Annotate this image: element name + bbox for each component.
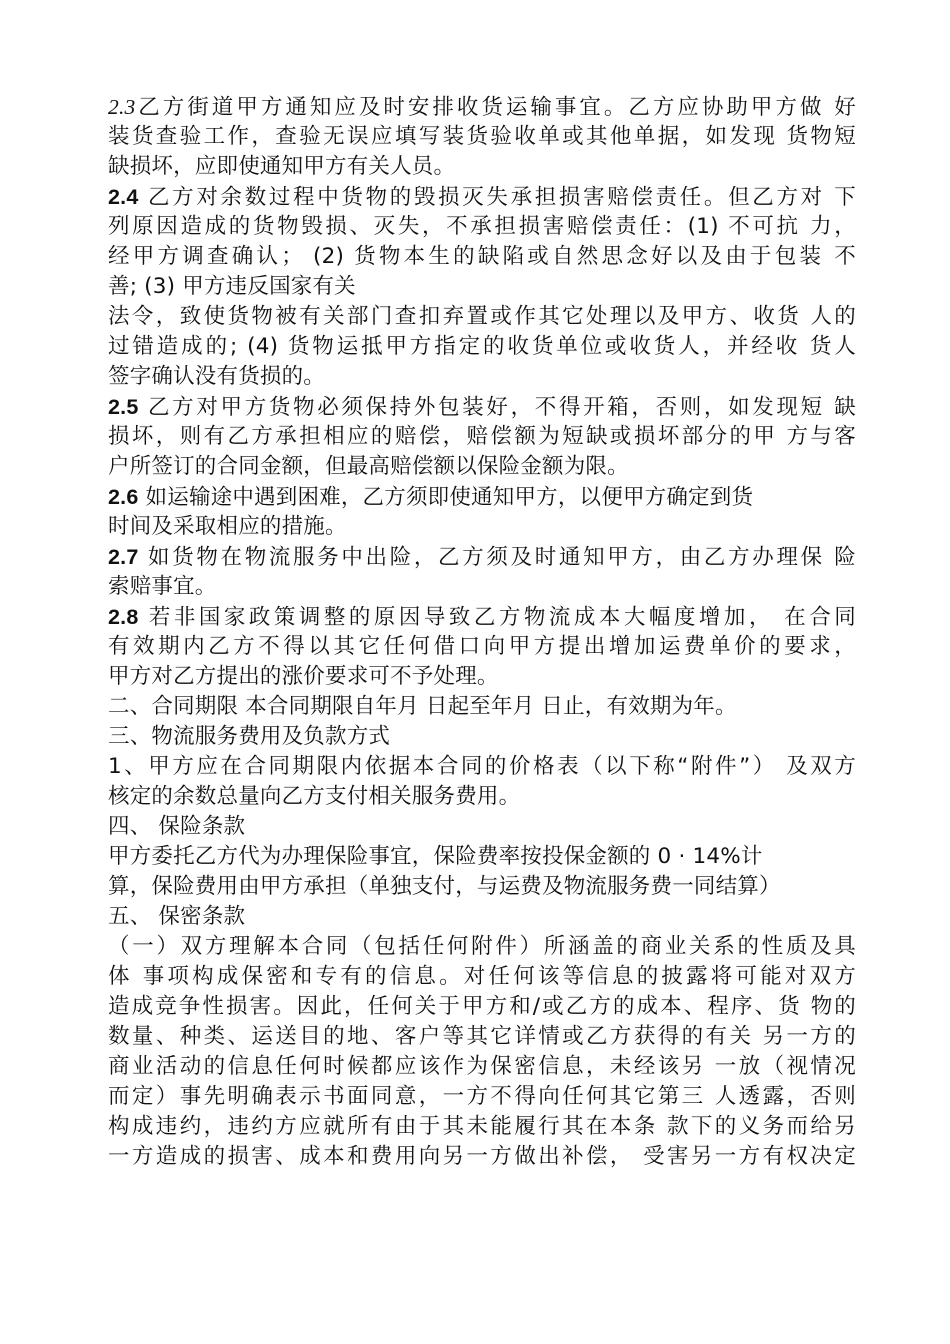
- line-text: 索赔事宜。: [108, 574, 217, 599]
- text-line: [108, 482, 856, 512]
- line-text: 四、 保险条款: [108, 814, 246, 839]
- text-line: [108, 422, 856, 452]
- line-text: 经甲方调查确认； (2) 货物本生的缺陷或自然思念好以及由于包装 不: [108, 244, 856, 269]
- text-line: [108, 512, 856, 542]
- line-text: 缺损坏，应即使通知甲方有关人员。: [108, 154, 456, 179]
- text-line: [108, 122, 856, 152]
- line-text: 商业活动的信息任何时候都应该作为保密信息，未经该另 一放（视情况: [108, 1054, 856, 1079]
- clause-number: 2.5: [108, 395, 139, 419]
- clause-number: 2.6: [108, 485, 139, 509]
- line-text: 过错造成的; (4) 货物运抵甲方指定的收货单位或收货人，并经收 货人: [108, 334, 856, 359]
- section-heading: [108, 722, 856, 752]
- text-line: [108, 752, 856, 782]
- line-text: 乙方对余数过程中货物的毁损灭失承担损害赔偿责任。但乙方对 下: [148, 185, 856, 210]
- text-line: [108, 332, 856, 362]
- text-line: [108, 272, 856, 302]
- text-line: [108, 212, 856, 242]
- clause-number: 2.3: [108, 95, 136, 119]
- text-line: [108, 362, 856, 392]
- document-body: [108, 92, 856, 1172]
- line-text: 法令，致使货物被有关部门查扣弃置或作其它处理以及甲方、收货 人的: [108, 304, 856, 329]
- text-line: [108, 1142, 856, 1172]
- clause-number: 2.7: [108, 545, 139, 569]
- section-heading: [108, 692, 856, 722]
- line-text: 装货查验工作，查验无误应填写装货验收单或其他单据，如发现 货物短: [108, 124, 856, 149]
- line-text: 五、 保密条款: [108, 904, 246, 929]
- text-line: [108, 182, 856, 212]
- text-line: [108, 632, 856, 662]
- line-text: 列原因造成的货物毁损、灭失，不承担损害赔偿责任：(1) 不可抗 力，: [108, 214, 856, 239]
- section-heading: [108, 812, 856, 842]
- line-text: 时间及采取相应的措施。: [108, 514, 347, 539]
- line-text: （一）双方理解本合同（包括任何附件）所涵盖的商业关系的性质及具: [108, 934, 856, 959]
- text-line: [108, 92, 856, 122]
- text-line: [108, 962, 856, 992]
- line-text: 而定）事先明确表示书面同意，一方不得向任何其它第三 人透露，否则: [108, 1084, 856, 1109]
- line-text: 数量、种类、运送目的地、客户等其它详情或乙方获得的有关 另一方的: [108, 1024, 856, 1049]
- line-text: 甲方委托乙方代为办理保险事宜，保险费率按投保金额的 0 · 14%计: [108, 844, 763, 869]
- text-line: [108, 242, 856, 272]
- clause-number: 2.4: [108, 185, 139, 209]
- text-line: [108, 1112, 856, 1142]
- text-line: [108, 992, 856, 1022]
- text-line: [108, 1052, 856, 1082]
- line-text: 损坏，则有乙方承担相应的赔偿，赔偿额为短缺或损坏部分的甲 方与客: [108, 424, 856, 449]
- line-text: 善; (3) 甲方违反国家有关: [108, 274, 356, 299]
- text-line: [108, 602, 856, 632]
- text-line: [108, 872, 856, 902]
- text-line: [108, 782, 856, 812]
- text-line: [108, 1082, 856, 1112]
- line-text: 如货物在物流服务中出险，乙方须及时通知甲方，由乙方办理保 险: [148, 545, 856, 570]
- text-line: [108, 542, 856, 572]
- line-text: 若非国家政策调整的原因导致乙方物流成本大幅度增加， 在合同: [148, 605, 856, 630]
- text-line: [108, 842, 856, 872]
- line-text: 二、合同期限 本合同期限自年月 日起至年月 日止，有效期为年。: [108, 694, 737, 719]
- line-text: 算，保险费用由甲方承担（单独支付，与运费及物流服务费一同结算）: [108, 874, 781, 899]
- text-line: [108, 572, 856, 602]
- text-line: [108, 1022, 856, 1052]
- text-line: [108, 662, 856, 692]
- line-text: 体 事项构成保密和专有的信息。对任何该等信息的披露将可能对双方: [108, 964, 856, 989]
- text-line: [108, 302, 856, 332]
- line-text: 如运输途中遇到困难，乙方须即使通知甲方，以便甲方确定到货: [145, 485, 754, 510]
- line-text: 有效期内乙方不得以其它任何借口向甲方提出增加运费单价的要求，: [108, 634, 856, 659]
- line-text: 构成违约，违约方应就所有由于其未能履行其在本条 款下的义务而给另: [108, 1114, 856, 1139]
- section-heading: [108, 902, 856, 932]
- line-text: 甲方对乙方提出的涨价要求可不予处理。: [108, 664, 499, 689]
- line-text: 户所签订的合同金额，但最高赔偿额以保险金额为限。: [108, 454, 629, 479]
- text-line: [108, 152, 856, 182]
- line-text: 核定的余数总量向乙方支付相关服务费用。: [108, 784, 521, 809]
- line-text: 1、甲方应在合同期限内依据本合同的价格表（以下称“附件”） 及双方: [108, 754, 856, 779]
- line-text: 乙方对甲方货物必须保持外包装好，不得开箱，否则，如发现短 缺: [148, 395, 856, 420]
- line-text: 乙方街道甲方通知应及时安排收货运输事宜。乙方应协助甲方做 好: [135, 95, 856, 120]
- line-text: 一方造成的损害、成本和费用向另一方做出补偿， 受害另一方有权决定: [108, 1144, 856, 1169]
- text-line: [108, 452, 856, 482]
- clause-number: 2.8: [108, 605, 139, 629]
- line-text: 造成竞争性损害。因此，任何关于甲方和/或乙方的成本、程序、货 物的: [108, 994, 856, 1019]
- text-line: [108, 392, 856, 422]
- line-text: 签字确认没有货损的。: [108, 364, 326, 389]
- text-line: [108, 932, 856, 962]
- line-text: 三、物流服务费用及负款方式: [108, 724, 391, 749]
